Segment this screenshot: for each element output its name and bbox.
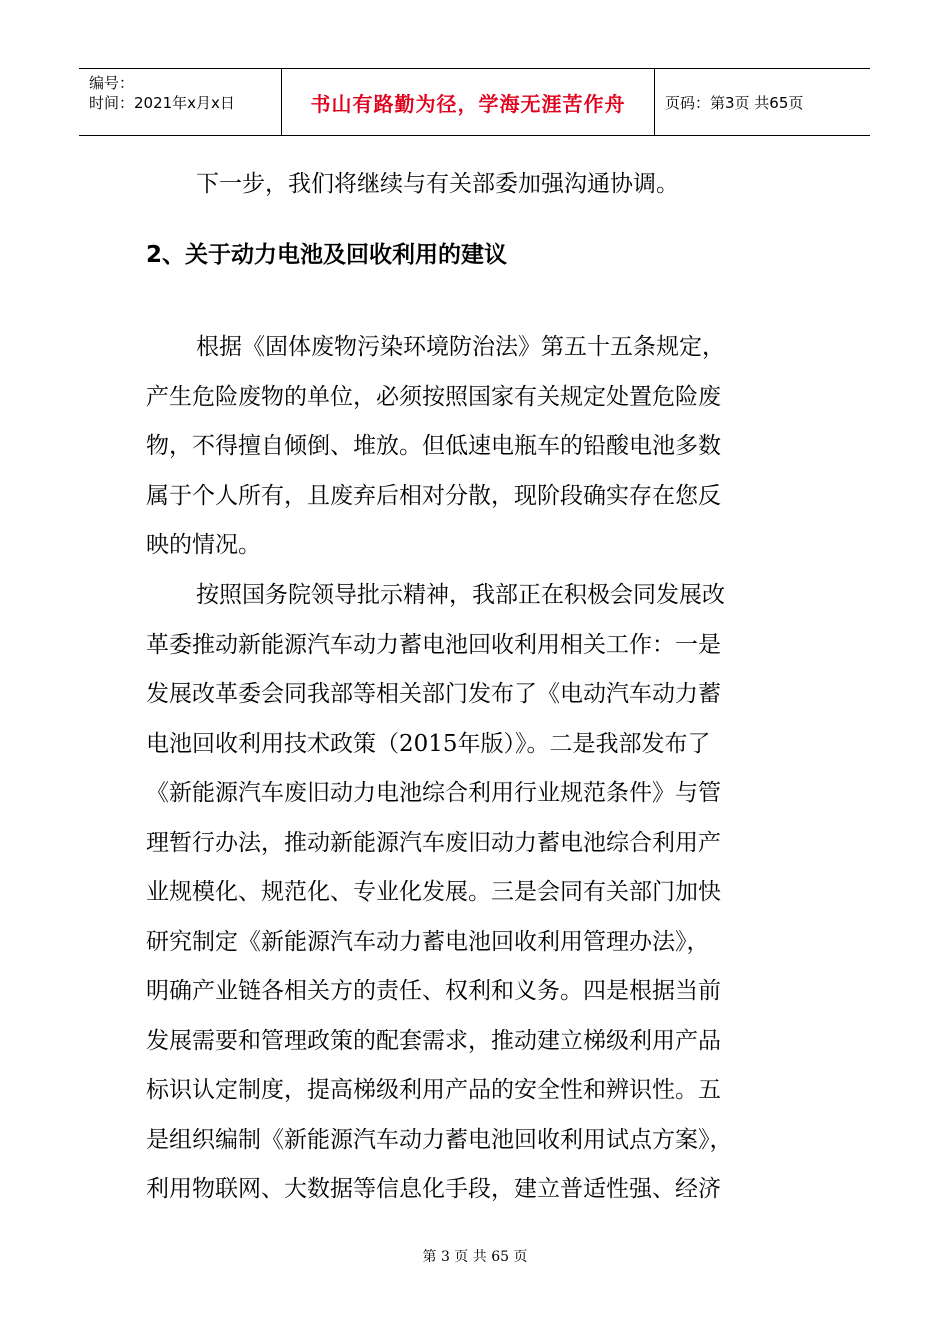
paragraph-line: 研究制定《新能源汽车动力蓄电池回收利用管理办法》， bbox=[146, 928, 710, 955]
header-meta bbox=[79, 69, 282, 135]
time-label: 时间：2021年x月x日 bbox=[89, 94, 235, 112]
paragraph-line: 利用物联网、大数据等信息化手段，建立普适性强、经济 bbox=[146, 1176, 721, 1202]
paragraph-line: 发展改革委会同我部等相关部门发布了《电动汽车动力蓄 bbox=[146, 681, 721, 707]
paragraph-line: 按照国务院领导批示精神，我部正在积极会同发展改 bbox=[196, 582, 725, 608]
paragraph-line: 业规模化、规范化、专业化发展。三是会同有关部门加快 bbox=[146, 879, 721, 905]
paragraph-line: 根据《固体废物污染环境防治法》第五十五条规定， bbox=[196, 334, 725, 360]
paragraph-line: 发展需要和管理政策的配套需求，推动建立梯级利用产品 bbox=[146, 1027, 721, 1054]
paragraph-2 bbox=[146, 571, 806, 1215]
paragraph-line: 映的情况。 bbox=[146, 532, 261, 558]
paragraph-line: 是组织编制《新能源汽车动力蓄电池回收利用试点方案》， bbox=[146, 1126, 733, 1153]
lead-paragraph: 下一步，我们将继续与有关部委加强沟通协调。 bbox=[196, 171, 679, 197]
header-page-cell bbox=[655, 69, 870, 135]
paragraph-line: 明确产业链各相关方的责任、权利和义务。四是根据当前 bbox=[146, 978, 721, 1004]
page-footer: 第 3 页 共 65 页 bbox=[422, 1249, 528, 1265]
paragraph-line: 革委推动新能源汽车动力蓄电池回收利用相关工作：一是 bbox=[146, 631, 721, 658]
paragraph-line: 《新能源汽车废旧动力电池综合利用行业规范条件》与管 bbox=[146, 780, 721, 806]
paragraph-line: 物，不得擅自倾倒、堆放。但低速电瓶车的铅酸电池多数 bbox=[146, 433, 721, 459]
paragraph-line: 标识认定制度，提高梯级利用产品的安全性和辨识性。五 bbox=[146, 1077, 721, 1103]
header-motto-cell bbox=[282, 69, 655, 135]
section-heading: 2、关于动力电池及回收利用的建议 bbox=[146, 242, 508, 268]
serial-label: 编号： bbox=[89, 74, 135, 92]
page-label: 页码：第3页 共65页 bbox=[665, 93, 804, 112]
paragraph-line: 产生危险废物的单位，必须按照国家有关规定处置危险废 bbox=[146, 383, 721, 410]
motto-text: 书山有路勤为径，学海无涯苦作舟 bbox=[310, 91, 626, 116]
paragraph-line: 理暂行办法，推动新能源汽车废旧动力蓄电池综合利用产 bbox=[146, 829, 721, 856]
document-header bbox=[79, 68, 870, 136]
paragraph-1 bbox=[146, 323, 806, 571]
paragraph-line: 电池回收利用技术政策（2015年版）》。二是我部发布了 bbox=[146, 730, 711, 757]
paragraph-line: 属于个人所有，且废弃后相对分散，现阶段确实存在您反 bbox=[146, 482, 721, 509]
